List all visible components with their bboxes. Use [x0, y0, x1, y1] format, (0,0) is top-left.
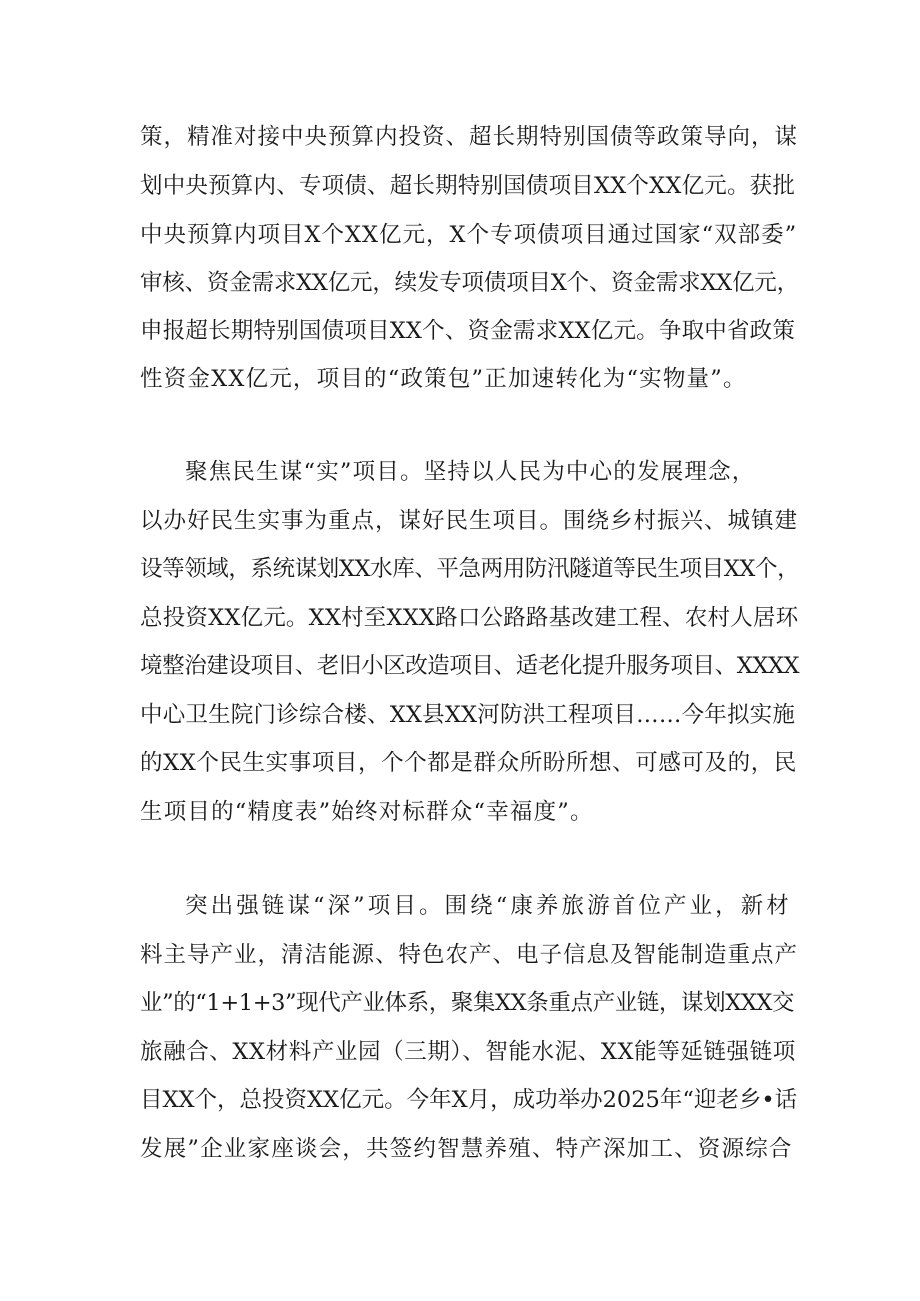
paragraph-2-line-7: 的XX个民生实事项目，个个都是群众所盼所想、可感可及的，民 — [140, 750, 797, 776]
paragraph-3-line-1: 突出强链谋“深”项目。围绕“康养旅游首位产业，新材 — [185, 893, 790, 919]
paragraph-2-line-1: 聚焦民生谋“实”项目。坚持以人民为中心的发展理念， — [185, 459, 756, 485]
paragraph-2-line-6: 中心卫生院门诊综合楼、XX县XX河防洪工程项目……今年拟实施 — [140, 702, 796, 728]
paragraph-3-line-4: 旅融合、XX材料产业园（三期）、智能水泥、XX能等延链强链项 — [140, 1039, 796, 1065]
paragraph-3-line-6: 发展”企业家座谈会，共签约智慧养殖、特产深加工、资源综合 — [140, 1136, 793, 1162]
paragraph-1-line-6: 性资金XX亿元，项目的“政策包”正加速转化为“实物量”。 — [140, 366, 747, 392]
paragraph-2-line-2: 以办好民生实事为重点，谋好民生项目。围绕乡村振兴、城镇建 — [140, 508, 799, 534]
paragraph-1-line-3: 中央预算内项目X个XX亿元，X个专项债项目通过国家“双部委” — [140, 222, 798, 248]
paragraph-3-line-3: 业”的“1+1+3”现代产业体系，聚集XX条重点产业链，谋划XXX交 — [140, 990, 795, 1016]
paragraph-3-line-5: 目XX个，总投资XX亿元。今年X月，成功举办2025年“迎老乡•话 — [140, 1087, 798, 1113]
paragraph-1-line-2: 划中央预算内、专项债、超长期特别国债项目XX个XX亿元。获批 — [140, 173, 796, 199]
paragraph-2-line-8: 生项目的“精度表”始终对标群众“幸福度”。 — [140, 799, 594, 825]
paragraph-2-line-4: 总投资XX亿元。XX村至XXX路口公路路基改建工程、农村人居环 — [140, 605, 799, 631]
paragraph-1-line-5: 申报超长期特别国债项目XX个、资金需求XX亿元。争取中省政策 — [140, 318, 796, 344]
paragraph-1-line-1: 策，精准对接中央预算内投资、超长期特别国债等政策导向，谋 — [140, 124, 799, 150]
paragraph-2-line-5: 境整治建设项目、老旧小区改造项目、适老化提升服务项目、XXXX — [140, 653, 800, 679]
paragraph-1-line-4: 审核、资金需求XX亿元，续发专项债项目X个、资金需求XX亿元， — [140, 270, 799, 296]
paragraph-3-line-2: 料主导产业，清洁能源、特色农产、电子信息及智能制造重点产 — [140, 942, 799, 968]
paragraph-2-line-3: 设等领域，系统谋划XX水库、平急两用防汛隧道等民生项目XX个， — [140, 556, 800, 582]
